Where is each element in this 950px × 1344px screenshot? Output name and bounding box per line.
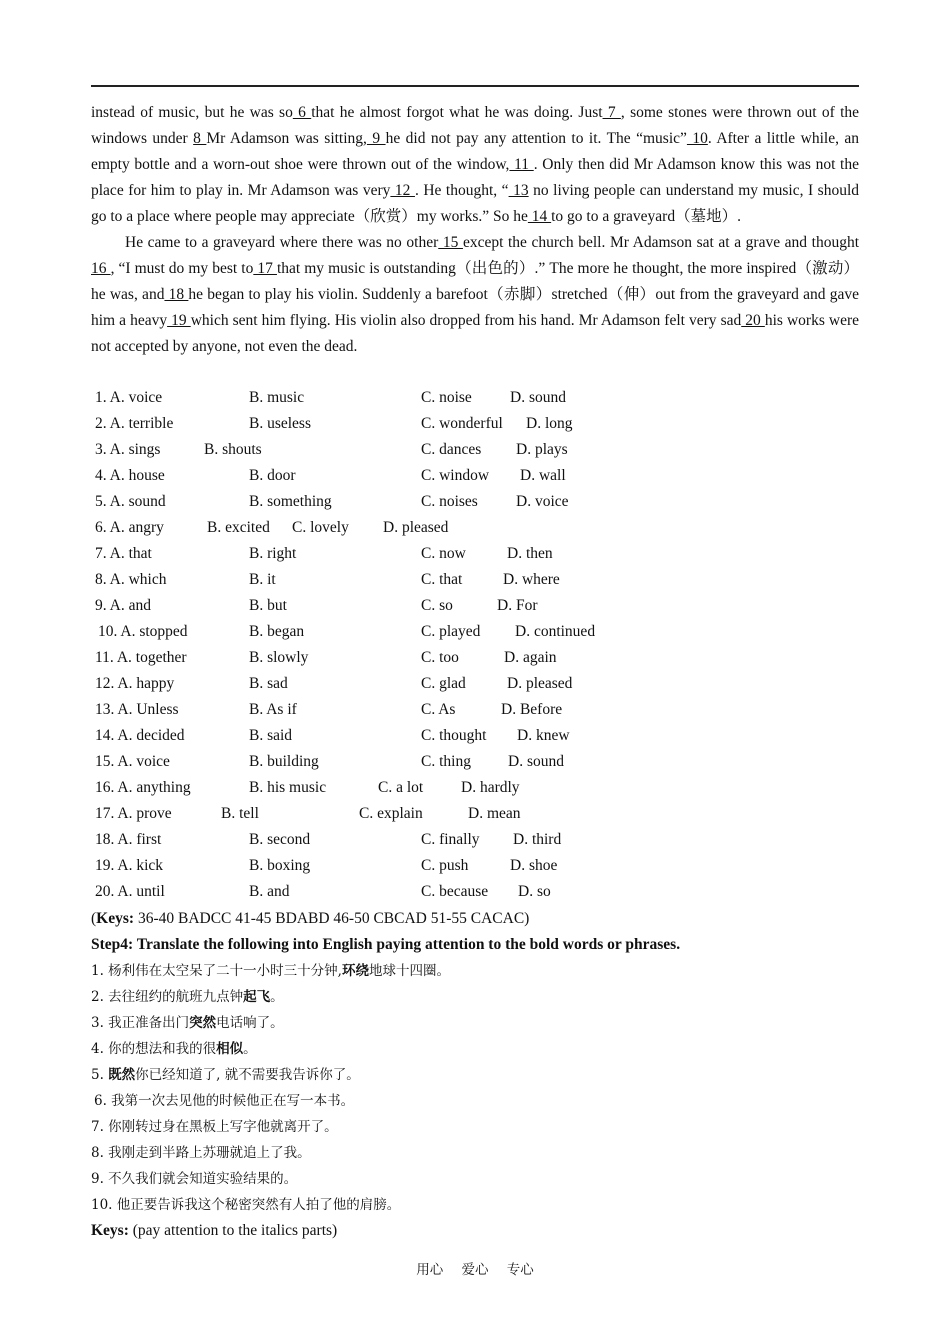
option-c: C. window: [421, 467, 490, 484]
option-row: [95, 671, 795, 697]
option-c: C. push: [421, 857, 469, 874]
option-c: C. too: [421, 649, 459, 666]
option-b: B. something: [249, 493, 332, 510]
option-row: [95, 515, 795, 541]
option-a: 9. A. and: [95, 597, 151, 614]
passage-text: . Only then did Mr Adamson know this was not the place for him to play in. Mr Adamson was very: [91, 156, 859, 199]
option-row: [95, 879, 795, 905]
option-c: C. explain: [359, 805, 423, 822]
item-number: 4.: [91, 1041, 109, 1057]
item-number: 2.: [91, 989, 109, 1005]
keys-label: Keys:: [96, 910, 135, 927]
blank: 13: [508, 182, 529, 199]
item-text: 我第一次去见他的时候他正在写一本书。: [111, 1093, 355, 1109]
option-c: C. noise: [421, 389, 472, 406]
option-c: C. thought: [421, 727, 487, 744]
option-a: 19. A. kick: [95, 857, 164, 874]
option-b: B. his music: [249, 779, 327, 796]
item-number: 6.: [94, 1093, 112, 1109]
option-a: 17. A. prove: [95, 805, 172, 822]
translation-item: [91, 1062, 450, 1088]
option-b: B. said: [249, 727, 293, 744]
translation-item: [91, 1088, 450, 1114]
item-text: 。: [243, 1041, 257, 1057]
option-a: 2. A. terrible: [95, 415, 174, 432]
item-text: 你已经知道了, 就不需要我告诉你了。: [135, 1067, 360, 1083]
option-d: D. so: [518, 883, 551, 900]
passage-text: that my music is outstanding（出色的）.” The more he thought, the more inspired（激动）he was, and: [91, 260, 860, 303]
passage-text: that he almost forgot what he was doing. Just: [311, 104, 603, 121]
option-b: B. sad: [249, 675, 288, 692]
option-a: 7. A. that: [95, 545, 152, 562]
keys-text: 36-40 BADCC 41-45 BDABD 46-50 CBCAD 51-55 CACAC): [134, 910, 530, 927]
item-bold-phrase: 既然: [108, 1067, 136, 1083]
blank: 7: [602, 104, 621, 121]
option-c: C. wonderful: [421, 415, 503, 432]
option-d: D. Before: [501, 701, 563, 718]
option-d: D. pleased: [383, 519, 449, 536]
option-b: B. and: [249, 883, 290, 900]
option-b: B. shouts: [204, 441, 262, 458]
passage-text: his works were not accepted by anyone, not even the dead.: [91, 312, 860, 355]
option-d: D. voice: [516, 493, 569, 510]
passage-text: . After a little while, an empty bottle and a worn-out shoe were thrown out of the window,: [91, 130, 860, 173]
page-footer: 用心 爱心 专心: [416, 1262, 534, 1278]
blank: 6: [292, 104, 312, 121]
option-d: D. wall: [520, 467, 566, 484]
passage-paragraph-2: [91, 230, 859, 360]
translation-list: [91, 958, 450, 1218]
option-d: D. where: [503, 571, 560, 588]
option-c: C. dances: [421, 441, 482, 458]
item-number: 1.: [91, 963, 109, 979]
translation-item: [91, 984, 450, 1010]
step4-heading: Step4: Translate the following into English paying attention to the bold words or phrases.: [91, 936, 681, 953]
item-text: 不久我们就会知道实验结果的。: [108, 1171, 298, 1187]
blank: 20: [741, 312, 765, 329]
item-text: 杨利伟在太空呆了二十一小时三十分钟,: [108, 963, 342, 979]
options-list: [95, 385, 795, 905]
passage-text: He came to a graveyard where there was no other: [125, 234, 439, 251]
option-a: 11. A. together: [95, 649, 187, 666]
option-c: C. now: [421, 545, 466, 562]
option-c: C. so: [421, 597, 453, 614]
item-number: 9.: [91, 1171, 109, 1187]
option-b: B. but: [249, 597, 287, 614]
item-bold-phrase: 突然: [189, 1015, 217, 1031]
item-bold-phrase: 相似: [216, 1041, 244, 1057]
option-c: C. a lot: [378, 779, 424, 796]
keys2-text: (pay attention to the italics parts): [128, 1222, 338, 1239]
translation-item: [91, 1140, 450, 1166]
passage-text: no living people can understand my music, I should go to a place where people may appreciate（欣赏）my works.” So he: [91, 182, 860, 225]
option-row: [95, 827, 795, 853]
option-a: 1. A. voice: [95, 389, 163, 406]
option-d: D. For: [497, 597, 538, 614]
item-text: 地球十四圈。: [368, 963, 450, 979]
option-row: [95, 723, 795, 749]
item-text: 我正准备出门: [108, 1015, 190, 1031]
blank: 15: [438, 234, 463, 251]
passage-text: which sent him flying. His violin also dropped from his hand. Mr Adamson felt very sad: [190, 312, 742, 329]
option-row: [95, 411, 795, 437]
option-row: [95, 437, 795, 463]
translation-item: [91, 1192, 450, 1218]
blank: 11: [509, 156, 534, 173]
option-a: 16. A. anything: [95, 779, 191, 796]
option-a: 13. A. Unless: [95, 701, 179, 718]
blank: 16: [91, 260, 111, 277]
option-b: B. tell: [221, 805, 259, 822]
blank: 19: [167, 312, 191, 329]
translation-item: [91, 1010, 450, 1036]
header-rule: [91, 85, 859, 87]
option-a: 14. A. decided: [95, 727, 185, 744]
blank: 12: [390, 182, 415, 199]
passage-text: to go to a graveyard（墓地）.: [551, 208, 741, 225]
option-c: C. noises: [421, 493, 478, 510]
translation-item: [91, 958, 450, 984]
item-number: 8.: [91, 1145, 109, 1161]
option-row: [95, 593, 795, 619]
option-row: [95, 697, 795, 723]
option-b: B. began: [249, 623, 305, 640]
translation-item: [91, 1166, 450, 1192]
option-c: C. As: [421, 701, 456, 718]
item-number: 3.: [91, 1015, 109, 1031]
item-text: 去往纽约的航班九点钟: [108, 989, 244, 1005]
option-c: C. glad: [421, 675, 466, 692]
option-d: D. sound: [510, 389, 566, 406]
item-bold-phrase: 环绕: [341, 963, 369, 979]
option-d: D. shoe: [510, 857, 558, 874]
item-text: 你的想法和我的很: [108, 1041, 217, 1057]
blank: 14: [527, 208, 552, 225]
passage-text: except the church bell. Mr Adamson sat at a grave and thought: [462, 234, 860, 251]
translation-keys: [91, 1218, 337, 1244]
blank: 9: [366, 130, 386, 147]
item-text: 。: [270, 989, 284, 1005]
passage-text: he did not pay any attention to it. The “music”: [385, 130, 687, 147]
option-a: 5. A. sound: [95, 493, 166, 510]
option-d: D. hardly: [461, 779, 520, 796]
option-d: D. pleased: [507, 675, 573, 692]
option-a: 6. A. angry: [95, 519, 164, 536]
passage-text: . He thought, “: [414, 182, 509, 199]
item-number: 10.: [91, 1197, 117, 1213]
option-c: C. played: [421, 623, 481, 640]
option-c: C. finally: [421, 831, 480, 848]
option-d: D. continued: [515, 623, 596, 640]
option-d: D. long: [526, 415, 573, 432]
option-b: B. excited: [207, 519, 270, 536]
option-row: [95, 385, 795, 411]
item-text: 你刚转过身在黑板上写字他就离开了。: [108, 1119, 338, 1135]
option-row: [95, 645, 795, 671]
option-row: [95, 567, 795, 593]
option-b: B. boxing: [249, 857, 311, 874]
option-b: B. useless: [249, 415, 311, 432]
option-a: 18. A. first: [95, 831, 162, 848]
option-b: B. door: [249, 467, 296, 484]
option-b: B. music: [249, 389, 305, 406]
passage-text: instead of music, but he was so: [91, 104, 293, 121]
option-b: B. it: [249, 571, 276, 588]
option-a: 15. A. voice: [95, 753, 170, 770]
option-d: D. knew: [517, 727, 570, 744]
answer-keys: [91, 906, 529, 932]
item-number: 7.: [91, 1119, 109, 1135]
option-d: D. third: [513, 831, 562, 848]
option-a: 20. A. until: [95, 883, 165, 900]
option-d: D. plays: [516, 441, 568, 458]
option-c: C. thing: [421, 753, 471, 770]
blank: 18: [164, 286, 189, 303]
option-b: B. building: [249, 753, 319, 770]
translation-item: [91, 1114, 450, 1140]
option-c: C. that: [421, 571, 463, 588]
option-row: [95, 775, 795, 801]
passage-text: Mr Adamson was sitting,: [206, 130, 367, 147]
option-b: B. right: [249, 545, 297, 562]
option-row: [95, 619, 795, 645]
option-c: C. because: [421, 883, 489, 900]
item-text: 电话响了。: [216, 1015, 284, 1031]
translation-item: [91, 1036, 450, 1062]
passage-text: he began to play his violin. Suddenly a barefoot（赤脚）stretched（伸）out from the graveyard and gave him a heavy: [91, 286, 859, 329]
option-b: B. slowly: [249, 649, 309, 666]
option-d: D. then: [507, 545, 553, 562]
keys2-label: Keys:: [91, 1222, 129, 1239]
option-a: 10. A. stopped: [98, 623, 188, 640]
option-d: D. mean: [468, 805, 521, 822]
option-row: [95, 463, 795, 489]
item-text: 我刚走到半路上苏珊就追上了我。: [108, 1145, 311, 1161]
item-text: 他正要告诉我这个秘密突然有人拍了他的肩膀。: [116, 1197, 401, 1213]
passage-paragraph-1: [91, 100, 859, 230]
option-a: 4. A. house: [95, 467, 165, 484]
option-b: B. second: [249, 831, 311, 848]
passage: [91, 100, 859, 360]
blank: 10: [686, 130, 708, 147]
option-a: 12. A. happy: [95, 675, 175, 692]
option-row: [95, 489, 795, 515]
blank: 8: [193, 130, 207, 147]
keys-paren: (: [91, 910, 97, 927]
option-row: [95, 749, 795, 775]
option-a: 8. A. which: [95, 571, 167, 588]
option-c: C. lovely: [292, 519, 349, 536]
option-row: [95, 853, 795, 879]
option-row: [95, 801, 795, 827]
option-a: 3. A. sings: [95, 441, 161, 458]
passage-text: , “I must do my best to: [110, 260, 254, 277]
option-row: [95, 541, 795, 567]
passage-text: , some stones were thrown out of the windows under: [91, 104, 860, 147]
option-b: B. As if: [249, 701, 297, 718]
option-d: D. sound: [508, 753, 564, 770]
option-d: D. again: [504, 649, 557, 666]
item-number: 5.: [91, 1067, 109, 1083]
item-bold-phrase: 起飞: [243, 989, 271, 1005]
blank: 17: [253, 260, 277, 277]
